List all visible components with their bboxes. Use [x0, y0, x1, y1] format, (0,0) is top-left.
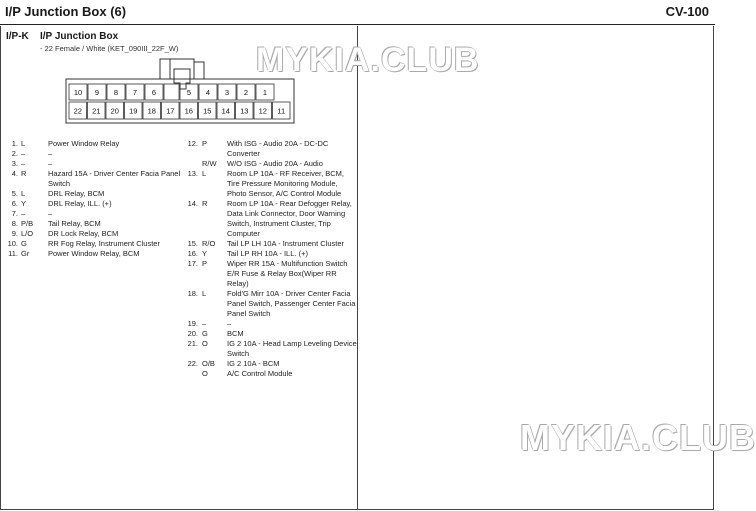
pin-index: 3. [11, 159, 18, 168]
wire-color: O/B [202, 359, 215, 368]
pin-number: 2 [243, 88, 249, 97]
connector-name: I/P Junction Box [40, 31, 119, 42]
pin-description: W/O ISG - Audio 20A - Audio [227, 159, 323, 168]
pin-entry [185, 329, 357, 339]
pin-number: 14 [221, 106, 230, 116]
wire-color: O [202, 369, 208, 378]
pin-entry [185, 259, 357, 289]
pin-number: 17 [166, 106, 175, 116]
pin-index: 1. [11, 139, 18, 148]
pin-entry [5, 149, 180, 159]
pin-description: With ISG - Audio 20A - DC-DC Converter [227, 139, 329, 158]
watermark: MYKIA.CLUB [520, 417, 756, 458]
pin-number: 20 [110, 106, 119, 116]
pin-number: 13 [240, 106, 249, 116]
wire-color: O [202, 339, 208, 348]
pin-description: Wiper RR 15A - Multifunction Switch E/R Fuse & Relay Box(Wiper RR Relay) [227, 259, 348, 288]
wire-color: L [202, 289, 207, 298]
pins-bottom-row [69, 102, 290, 119]
pin-number: 16 [184, 106, 193, 116]
pin-number: 7 [132, 88, 138, 97]
wire-color: Y [21, 199, 27, 208]
pin-entry [185, 339, 357, 359]
wire-color: G [202, 329, 208, 338]
pin-index: 19. [187, 319, 198, 328]
pin-entry [5, 229, 180, 239]
pin-index: 13. [187, 169, 198, 178]
pin-description: RR Fog Relay, Instrument Cluster [48, 239, 160, 248]
pin-index: 22. [187, 359, 198, 368]
pin-entry [185, 169, 357, 199]
wire-color: L/O [21, 229, 34, 238]
pin-number: 5 [186, 88, 192, 97]
pin-index: 20. [187, 329, 198, 338]
pin-description: DRL Relay, ILL. (+) [48, 199, 112, 208]
wire-color: R [21, 169, 27, 178]
pin-description: Power Window Relay, BCM [48, 249, 140, 258]
pin-index: 6. [11, 199, 18, 208]
page-title: I/P Junction Box (6) [5, 4, 127, 19]
pin-description: DRL Relay, BCM [48, 189, 105, 198]
wire-color: L [202, 169, 207, 178]
wire-color: R/O [202, 239, 216, 248]
pin-list-right [185, 139, 357, 379]
page-code: CV-100 [665, 4, 709, 19]
connector-spec: - 22 Female / White (KET_090III_22F_W) [40, 44, 179, 53]
pin-number: 18 [147, 106, 156, 116]
pin-list-left [5, 139, 180, 259]
wire-color: – [202, 319, 207, 328]
pin-index: 11. [8, 249, 18, 258]
wire-color: P [202, 139, 208, 148]
pin-index: 10. [7, 239, 18, 248]
wire-color: R/W [202, 159, 217, 168]
pin-description: Room LP 10A - Rear Defogger Relay, Data Link Connector, Door Warning Switch, Instrument Cluster, Trip Computer [227, 199, 352, 238]
pin-entry [5, 199, 180, 209]
pin-description: DR Lock Relay, BCM [48, 229, 119, 238]
pin-index: 14. [187, 199, 198, 208]
pin-number: 10 [73, 88, 83, 97]
pin-description: A/C Control Module [227, 369, 293, 378]
page-header [0, 0, 715, 25]
pin-description: Tail LP LH 10A - Instrument Cluster [227, 239, 344, 248]
pin-description: BCM [227, 329, 244, 338]
pin-description: Fold'G Mirr 10A - Driver Center Facia Panel Switch, Passenger Center Facia Panel Switch [227, 289, 356, 318]
pin-index: 4. [11, 169, 18, 178]
wire-color: Y [202, 249, 208, 258]
pin-description: IG 2 10A - Head Lamp Leveling Device Switch [227, 339, 357, 358]
pin-number: 21 [92, 106, 101, 116]
pin-cell [164, 84, 179, 100]
pin-number: 19 [129, 106, 138, 116]
pin-index: 12. [187, 139, 198, 148]
pin-index: 5. [11, 189, 18, 198]
pins-top-row [69, 84, 274, 100]
pin-index: 18. [187, 289, 198, 298]
pin-description: – [48, 149, 53, 158]
pin-entry [5, 209, 180, 219]
pin-entry [185, 289, 357, 319]
wire-color: – [21, 149, 26, 158]
pin-entry [5, 189, 180, 199]
pin-entry [185, 159, 357, 169]
pin-entry [185, 239, 357, 249]
wire-color: P/B [21, 219, 34, 228]
wire-color: Gr [21, 249, 30, 258]
pin-description: Hazard 15A - Driver Center Facia Panel Switch [48, 169, 181, 188]
pin-index: 7. [11, 209, 18, 218]
pin-entry [5, 249, 180, 259]
pin-number: 9 [94, 88, 100, 97]
pin-description: – [48, 209, 53, 218]
connector-latch [160, 59, 204, 89]
wire-color: P [202, 259, 208, 268]
pin-entry [5, 239, 180, 249]
pin-index: 9. [11, 229, 18, 238]
pin-index: 15. [187, 239, 198, 248]
column-divider [357, 26, 358, 510]
pin-number: 22 [73, 106, 82, 116]
pin-entry [185, 359, 357, 369]
wire-color: L [21, 139, 26, 148]
pin-number: 4 [205, 88, 211, 97]
wire-color: – [21, 209, 26, 218]
pin-description: – [227, 319, 232, 328]
pin-number: 8 [113, 88, 119, 97]
wire-color: L [21, 189, 26, 198]
pin-entry [185, 139, 357, 159]
pin-entry [5, 159, 180, 169]
pin-description: – [48, 159, 53, 168]
watermark: MYKIA.CLUB [256, 41, 480, 79]
pin-number: 3 [224, 88, 230, 97]
pin-index: 2. [11, 149, 18, 158]
pin-number: 1 [262, 88, 268, 97]
pin-entry [5, 219, 180, 229]
pin-index: 21. [187, 339, 198, 348]
pin-description: Tail LP RH 10A - ILL. (+) [227, 249, 308, 258]
pin-description: Power Window Relay [48, 139, 120, 148]
pin-index: 16. [187, 249, 198, 258]
pin-index: 8. [11, 219, 18, 228]
wire-color: – [21, 159, 26, 168]
connector-id: I/P-K [6, 31, 29, 42]
pin-entry [185, 249, 357, 259]
pin-number: 12 [258, 106, 267, 116]
pin-description: IG 2 10A - BCM [227, 359, 280, 368]
pin-number: 15 [203, 106, 212, 116]
pin-entry [185, 199, 357, 239]
pin-description: Tail Relay, BCM [48, 219, 101, 228]
pin-index: 17. [187, 259, 198, 268]
pin-number: 11 [277, 106, 286, 116]
pin-entry [5, 139, 180, 149]
pin-description: Room LP 10A - RF Receiver, BCM, Tire Pressure Monitoring Module, Photo Sensor, A/C Control Module [227, 169, 344, 198]
pin-entry [185, 319, 357, 329]
pin-number: 6 [151, 88, 157, 97]
pin-entry [185, 369, 357, 379]
wire-color: G [21, 239, 27, 248]
pin-entry [5, 169, 180, 189]
wire-color: R [202, 199, 208, 208]
